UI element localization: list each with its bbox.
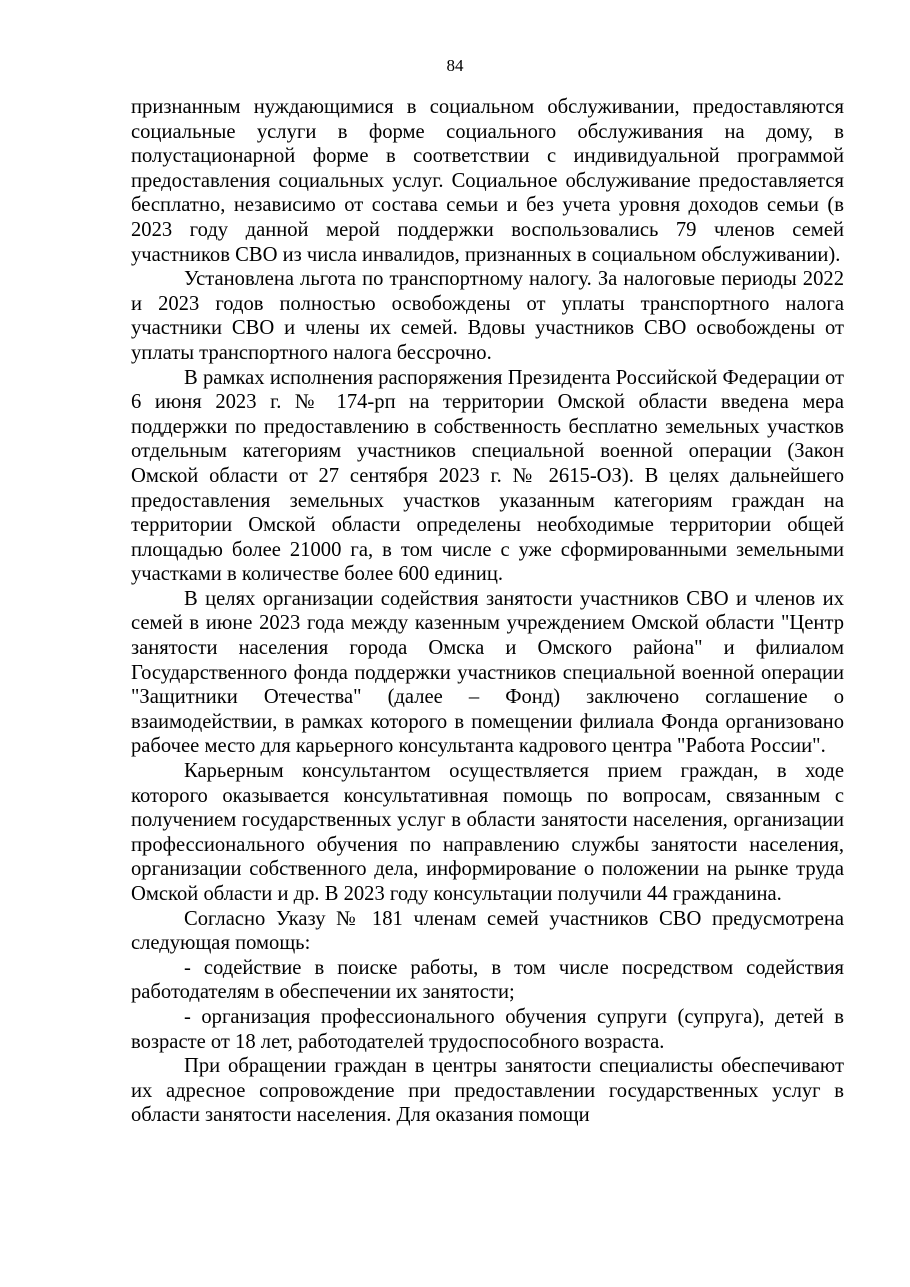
paragraph-career-consultant: Карьерным консультантом осуществляется прием граждан, в ходе которого оказывается консультативная помощь по вопросам, связанным с получением государственных услуг в области занятости населения, организации профессионального обучения по направлению службы занятости населения, организации собственного дела, информирование о положении на рынке труда Омской области и др. В 2023 году консультации получили 44 гражданина. (131, 760, 844, 905)
list-item-job-search: - содействие в поиске работы, в том числе посредством содействия работодателям в обеспечении их занятости; (131, 956, 844, 1004)
paragraph-employment-centers: При обращении граждан в центры занятости специалисты обеспечивают их адресное сопровождение при предоставлении государственных услуг в области занятости населения. Для оказания помощи (131, 1055, 844, 1127)
list-item-training: - организация профессионального обучения супруги (супруга), детей в возрасте от 18 лет, работодателей трудоспособного возраста. (131, 1005, 844, 1053)
document-body (131, 95, 844, 1128)
paragraph-employment-agreement: В целях организации содействия занятости участников СВО и членов их семей в июне 2023 года между казенным учреждением Омской области "Центр занятости населения города Омска и Омского района" и филиалом Государственного фонда поддержки участников специальной военной операции "Защитники Отечества" (далее – Фонд) заключено соглашение о взаимодействии, в рамках которого в помещении филиала Фонда организовано рабочее место для карьерного консультанта кадрового центра "Работа России". (131, 587, 844, 758)
paragraph-transport-tax: Установлена льгота по транспортному налогу. За налоговые периоды 2022 и 2023 годов полностью освобождены от уплаты транспортного налога участники СВО и члены их семей. Вдовы участников СВО освобождены от уплаты транспортного налога бессрочно. (131, 268, 844, 364)
page-number: 84 (446, 56, 464, 75)
paragraph-social-services: признанным нуждающимися в социальном обслуживании, предоставляются социальные услуги в форме социального обслуживания на дому, в полустационарной форме в соответствии с индивидуальной программой предоставления социальных услуг. Социальное обслуживание предоставляется бесплатно, независимо от состава семьи и без учета уровня доходов семьи (в 2023 году данной мерой поддержки воспользовались 79 членов семей участников СВО из числа инвалидов, признанных в социальном обслуживании). (131, 96, 844, 266)
paragraph-decree-181: Согласно Указу № 181 членам семей участников СВО предусмотрена следующая помощь: (131, 907, 844, 955)
paragraph-land-plots: В рамках исполнения распоряжения Президента Российской Федерации от 6 июня 2023 г. № 174-рп на территории Омской области введена мера поддержки по предоставлению в собственность бесплатно земельных участков отдельным категориям участников специальной военной операции (Закон Омской области от 27 сентября 2023 г. № 2615-ОЗ). В целях дальнейшего предоставления земельных участков указанным категориям граждан на территории Омской области определены необходимые территории общей площадью более 21000 га, в том числе с уже сформированными земельными участками в количестве более 600 единиц. (131, 366, 844, 586)
